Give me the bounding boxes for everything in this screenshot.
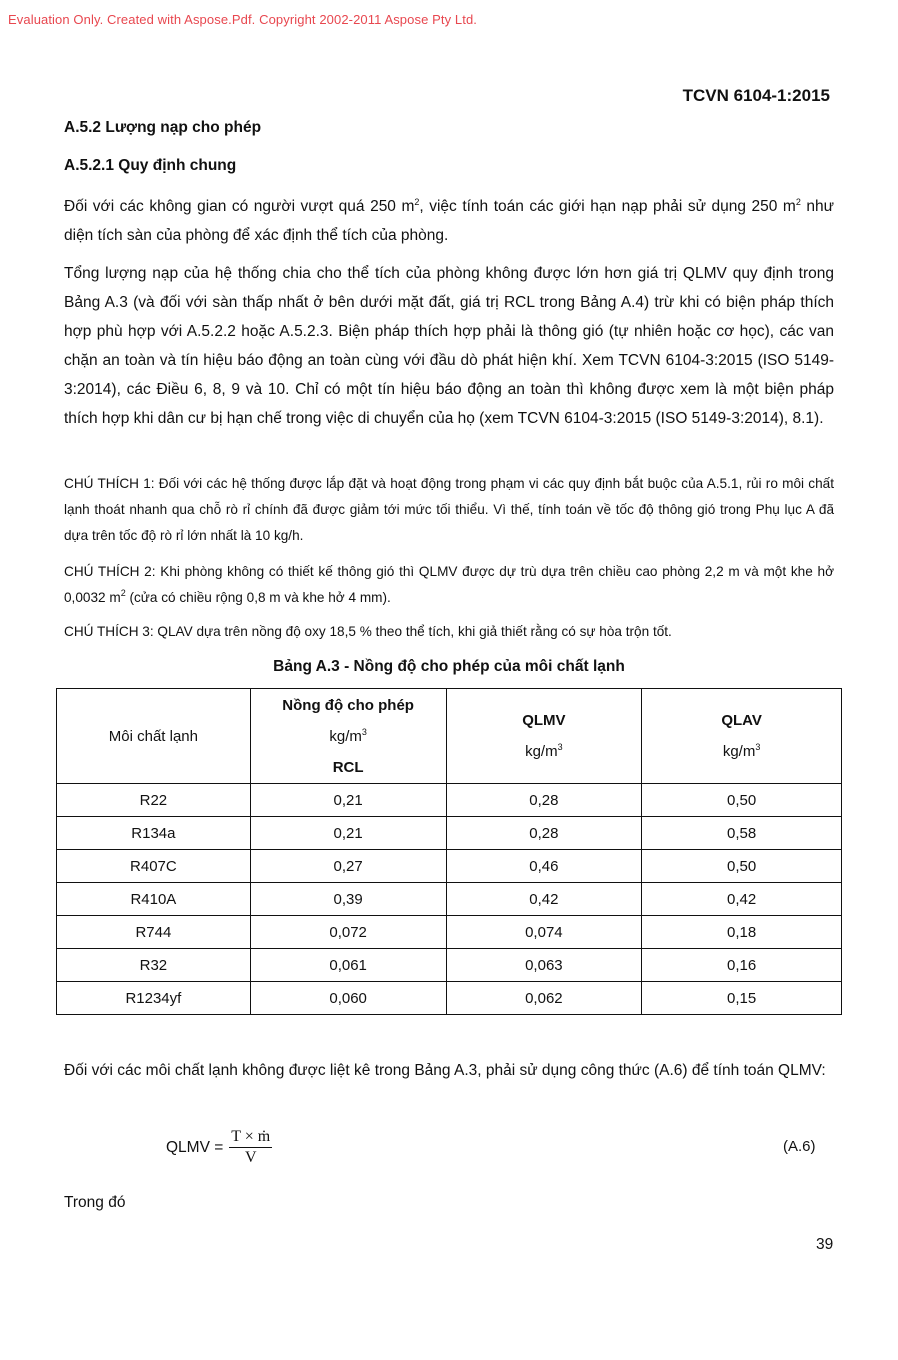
standard-code: TCVN 6104-1:2015 xyxy=(682,86,830,105)
table-row xyxy=(57,982,842,1015)
paragraph-unlisted-refrigerants: Đối với các môi chất lạnh không được liệt kê trong Bảng A.3, phải sử dụng công thức (A.6) để tính toán QLMV: xyxy=(64,1062,826,1079)
table-header-row xyxy=(57,689,842,784)
cell-qlav: 0,18 xyxy=(642,916,842,949)
header-concentration-unit: $kg/m^3$ xyxy=(329,726,367,745)
cell-qlav: 0,16 xyxy=(642,949,842,982)
header-concentration xyxy=(250,689,446,784)
table-row xyxy=(57,883,842,916)
cell-refrigerant: R22 xyxy=(57,784,251,817)
note-3: CHÚ THÍCH 3: QLAV dựa trên nồng độ oxy 18,5 % theo thể tích, khi giả thiết rằng có sự hòa trộn tốt. xyxy=(64,624,672,639)
cell-refrigerant: R410A xyxy=(57,883,251,916)
cell-rcl: 0,21 xyxy=(250,784,446,817)
header-qlmv-unit: $kg/m^3$ xyxy=(525,742,563,760)
cell-refrigerant: R1234yf xyxy=(57,982,251,1015)
formula-fraction xyxy=(229,1128,272,1167)
paragraph-floor-area: Đối với các không gian có người vượt quá 250 $m^2$, việc tính toán các giới hạn nạp phải sử dụng 250 $m^2$ như diện tích sàn của phòng để xác định thể tích của phòng. xyxy=(64,197,834,244)
paragraph-total-charge: Tổng lượng nạp của hệ thống chia cho thể tích của phòng không được lớn hơn giá trị QLMV quy định trong Bảng A.3 (và đối với sàn thấp nhất ở bên dưới mặt đất, giá trị RCL trong Bảng A.4) trừ khi có biện pháp thích hợp phù hợp với A.5.2.2 hoặc A.5.2.3. Biện pháp thích hợp phải là thông gió (tự nhiên hoặc cơ học), các van chặn an toàn và tín hiệu báo động an toàn cùng với đầu dò phát hiện khí. Xem TCVN 6104-3:2015 (ISO 5149-3:2014), các Điều 6, 8, 9 và 10. Chỉ có một tín hiệu báo động an toàn thì không được xem là một biện pháp thích hợp khi dân cư bị hạn chế trong việc di chuyển của họ (xem TCVN 6104-3:2015 (ISO 5149-3:2014), 8.1). xyxy=(64,265,834,427)
cell-qlmv: 0,28 xyxy=(446,784,642,817)
section-heading: A.5.2 Lượng nạp cho phép xyxy=(64,119,262,136)
cell-qlmv: 0,062 xyxy=(446,982,642,1015)
table-row xyxy=(57,784,842,817)
table-row xyxy=(57,949,842,982)
header-qlav xyxy=(642,689,842,784)
cell-rcl: 0,060 xyxy=(250,982,446,1015)
cell-refrigerant: R32 xyxy=(57,949,251,982)
cell-qlav: 0,50 xyxy=(642,850,842,883)
cell-rcl: 0,072 xyxy=(250,916,446,949)
formula-lhs: QLMV = xyxy=(166,1138,224,1156)
table-caption: Bảng A.3 - Nồng độ cho phép của môi chất lạnh xyxy=(273,658,625,675)
cell-refrigerant: R407C xyxy=(57,850,251,883)
header-qlav-title: QLAV xyxy=(721,712,762,729)
cell-refrigerant: R134a xyxy=(57,817,251,850)
header-refrigerant: Môi chất lạnh xyxy=(57,689,251,784)
cell-qlmv: 0,063 xyxy=(446,949,642,982)
cell-qlmv: 0,46 xyxy=(446,850,642,883)
header-concentration-title: Nồng độ cho phép xyxy=(282,696,414,714)
header-qlav-unit: $kg/m^3$ xyxy=(722,742,761,760)
table-row xyxy=(57,916,842,949)
cell-qlmv: 0,42 xyxy=(446,883,642,916)
cell-refrigerant: R744 xyxy=(57,916,251,949)
cell-rcl: 0,27 xyxy=(250,850,446,883)
note-1: CHÚ THÍCH 1: Đối với các hệ thống được lắp đặt và hoạt động trong phạm vi các quy định bắt buộc của A.5.1, rủi ro môi chất lạnh thoát nhanh qua chỗ rò rỉ chính đã được giảm tới mức tối thiểu. Vì thế, tính toán về tốc độ thông gió trong Phụ lục A đã dựa trên tốc độ rò rỉ lớn nhất là 10 kg/h. xyxy=(64,476,834,543)
formula-a6 xyxy=(166,1128,272,1167)
formula-denominator: V xyxy=(244,1149,257,1166)
header-qlmv xyxy=(446,689,642,784)
cell-qlav: 0,50 xyxy=(642,784,842,817)
cell-rcl: 0,061 xyxy=(250,949,446,982)
where-label: Trong đó xyxy=(64,1194,126,1211)
cell-rcl: 0,21 xyxy=(250,817,446,850)
table-row xyxy=(57,850,842,883)
cell-rcl: 0,39 xyxy=(250,883,446,916)
formula-numerator: T × ṁ xyxy=(229,1128,272,1148)
formula-number: (A.6) xyxy=(783,1138,816,1155)
page-number: 39 xyxy=(816,1236,834,1253)
subsection-heading: A.5.2.1 Quy định chung xyxy=(64,157,237,174)
cell-qlav: 0,58 xyxy=(642,817,842,850)
note-2: CHÚ THÍCH 2: Khi phòng không có thiết kế thông gió thì QLMV được dự trù dựa trên chiều cao phòng 2,2 m và một khe hở 0,0032 $m^2$ (cửa có chiều rộng 0,8 m và khe hở 4 mm). xyxy=(64,564,834,605)
cell-qlav: 0,42 xyxy=(642,883,842,916)
header-rcl: RCL xyxy=(332,758,364,776)
table-row xyxy=(57,817,842,850)
refrigerant-concentration-table xyxy=(56,688,842,1015)
cell-qlav: 0,15 xyxy=(642,982,842,1015)
cell-qlmv: 0,28 xyxy=(446,817,642,850)
watermark: Evaluation Only. Created with Aspose.Pdf. Copyright 2002-2011 Aspose Pty Ltd. xyxy=(8,12,477,27)
cell-qlmv: 0,074 xyxy=(446,916,642,949)
header-qlmv-title: QLMV xyxy=(522,712,566,729)
